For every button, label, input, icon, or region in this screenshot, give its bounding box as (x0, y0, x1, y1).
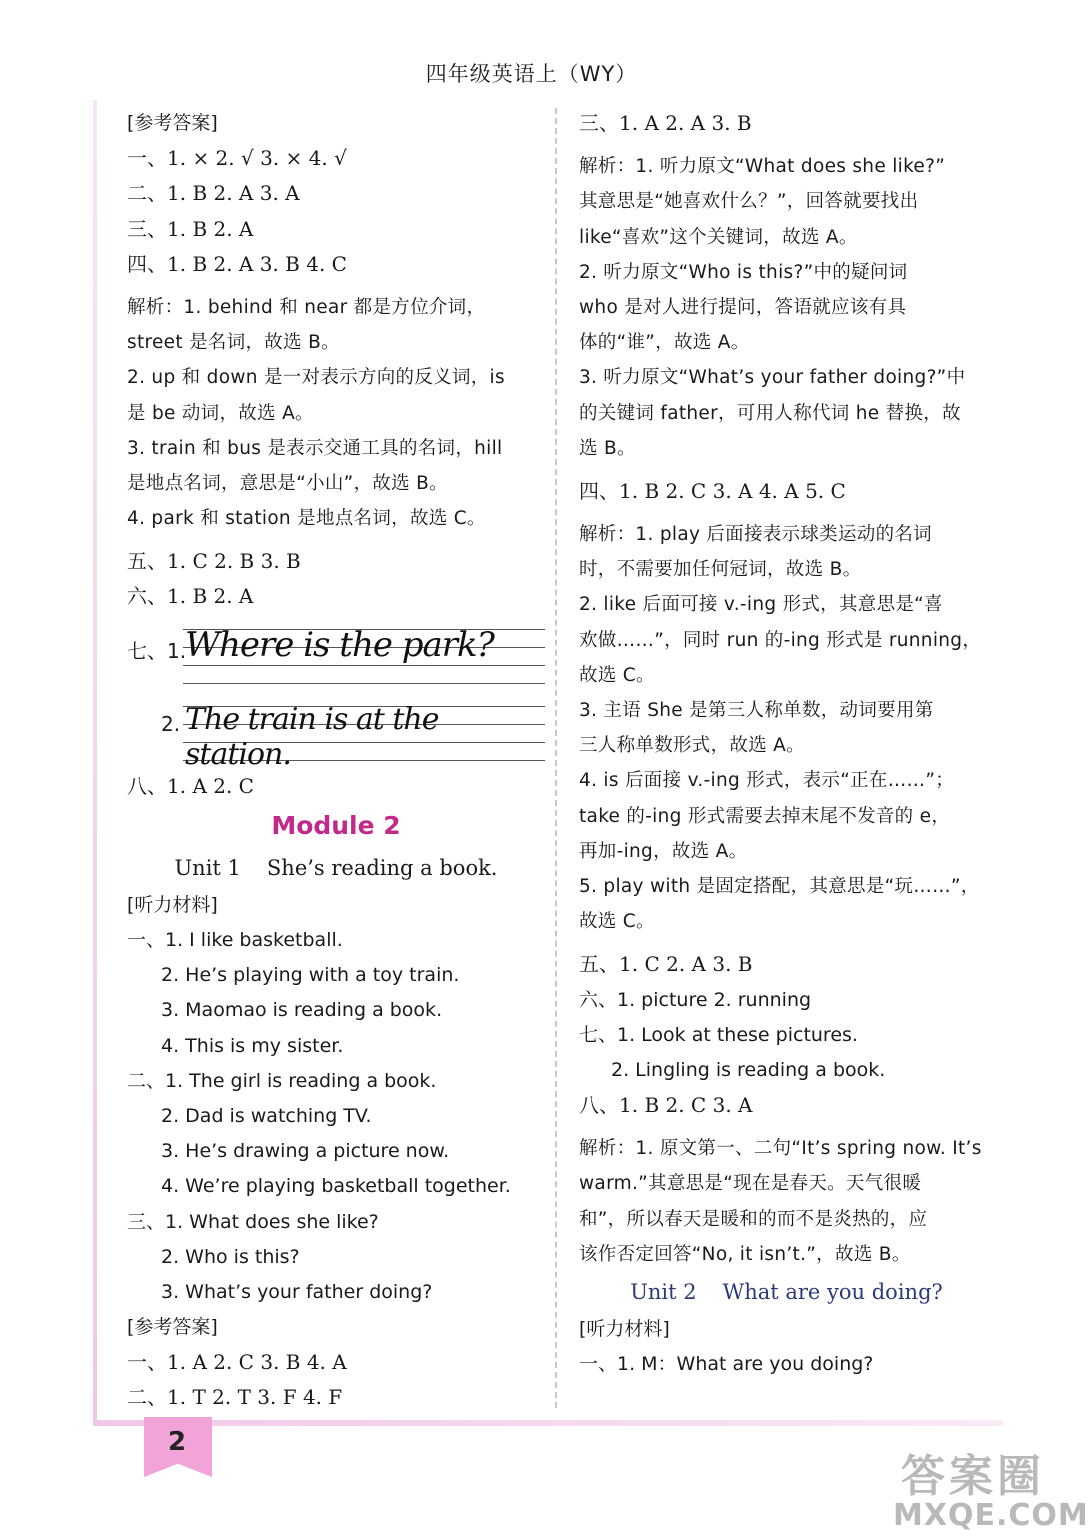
page-header: 四年级英语上（WY） (425, 62, 638, 86)
listening-line: 二、1. The girl is reading a book. (127, 1069, 437, 1092)
unit-title: She’s reading a book. (266, 855, 498, 880)
handwritten-sentence: Where is the park? (185, 624, 494, 665)
answer-line: 五、1. C 2. A 3. B (579, 952, 753, 977)
question-label: 七、1. (127, 638, 187, 663)
handwritten-sentence: The train is at the station. (185, 701, 439, 772)
explanation-line: who 是对人进行提问，答语就应该有具 (579, 296, 907, 318)
watermark-url: MXQE.COM (893, 1498, 1089, 1533)
answer-line: 一、1. × 2. √ 3. × 4. √ (127, 146, 347, 171)
unit-heading (127, 848, 545, 888)
question-label: 2. (161, 711, 181, 736)
answer-line: 三、1. B 2. A (127, 216, 254, 241)
unit-heading (579, 1272, 994, 1312)
listening-line: 4. We’re playing basketball together. (161, 1175, 511, 1198)
explanation-block (127, 290, 545, 536)
explanation-line: 3. 主语 She 是第三人称单数，动词要用第 (579, 700, 934, 721)
explanation-line: warm.”其意思是“现在是春天。天气很暖 (579, 1173, 922, 1195)
answer-line: 八、1. A 2. C (127, 773, 254, 798)
listening-line: 3. Maomao is reading a book. (161, 999, 443, 1022)
column-divider (555, 108, 557, 1408)
answer-line: 三、1. A 2. A 3. B (579, 111, 752, 135)
answer-line: 七、1. Look at these pictures. (579, 1023, 858, 1046)
listening-line: 一、1. I like basketball. (127, 929, 343, 951)
watermark-text: 答案圈 (901, 1451, 1045, 1502)
explanation-line: 其意思是“她喜欢什么？”，回答就要找出 (579, 191, 919, 213)
explanation-line: 解析：1. 原文第一、二句“It’s spring now. It’s (579, 1138, 982, 1160)
explanation-line: 故选 C。 (579, 664, 655, 686)
answer-line: 四、1. B 2. A 3. B 4. C (127, 251, 347, 276)
listening-line: 4. This is my sister. (161, 1034, 344, 1057)
explanation-line: 3. 听力原文“What’s your father doing?”中 (579, 367, 966, 389)
unit-number: Unit 1 (174, 855, 241, 880)
explanation-block (579, 1131, 994, 1272)
left-column (127, 106, 545, 1416)
unit-title: What are you doing? (722, 1280, 943, 1304)
listening-line: 一、1. M：What are you doing? (579, 1353, 874, 1376)
page-number: 2 (168, 1427, 187, 1457)
right-column (579, 106, 994, 1382)
answer-line: 2. Lingling is reading a book. (611, 1058, 886, 1081)
explanation-line: 解析：1. behind 和 near 都是方位介词， (127, 296, 486, 318)
answer-line: 二、1. B 2. A 3. A (127, 181, 300, 206)
answer-line: 四、1. B 2. C 3. A 4. A 5. C (579, 478, 846, 503)
listening-line: 2. Dad is watching TV. (161, 1104, 372, 1127)
explanation-line: 2. like 后面可接 v.-ing 形式，其意思是“喜 (579, 594, 943, 616)
listening-line: 三、1. What does she like? (127, 1210, 379, 1233)
listening-line: 3. He’s drawing a picture now. (161, 1140, 450, 1163)
answer-line: 六、1. picture 2. running (579, 988, 812, 1011)
ref-answer-label: [参考答案] (127, 1316, 218, 1339)
handwriting-answer-1 (127, 615, 545, 692)
listening-label: [听力材料] (127, 893, 218, 916)
writing-rule (183, 683, 545, 684)
explanation-line: 3. train 和 bus 是表示交通工具的名词，hill (127, 437, 503, 459)
explanation-line: 是地点名词，意思是“小山”，故选 B。 (127, 472, 448, 494)
explanation-block (579, 517, 994, 939)
explanation-line: street 是名词，故选 B。 (127, 332, 340, 354)
explanation-line: 5. play with 是固定搭配，其意思是“玩……”， (579, 875, 980, 897)
listening-label: [听力材料] (579, 1318, 670, 1340)
listening-line: 2. He’s playing with a toy train. (161, 964, 460, 987)
answer-line: 八、1. B 2. C 3. A (579, 1093, 753, 1118)
answer-line: 二、1. T 2. T 3. F 4. F (127, 1385, 343, 1410)
explanation-line: 该作否定回答“No, it isn’t.”，故选 B。 (579, 1243, 911, 1265)
explanation-line: 的关键词 father，可用人称代词 he 替换，故 (579, 402, 961, 424)
explanation-line: like“喜欢”这个关键词，故选 A。 (579, 226, 858, 248)
explanation-line: take 的-ing 形式需要去掉末尾不发音的 e， (579, 805, 951, 827)
explanation-line: 是 be 动词，故选 A。 (127, 402, 314, 424)
answer-line: 五、1. C 2. B 3. B (127, 549, 301, 574)
left-margin-bar (93, 100, 97, 1420)
explanation-line: 选 B。 (579, 437, 636, 459)
ref-answer-label: [参考答案] (127, 112, 218, 134)
module-title: Module 2 (271, 810, 401, 840)
explanation-line: 体的“谁”，故选 A。 (579, 332, 750, 354)
explanation-block (579, 149, 994, 466)
explanation-line: 4. is 后面接 v.-ing 形式，表示“正在……”； (579, 770, 954, 792)
explanation-line: 故选 C。 (579, 911, 655, 933)
listening-line: 3. What’s your father doing? (161, 1280, 433, 1303)
explanation-line: 2. up 和 down 是一对表示方向的反义词，is (127, 367, 505, 389)
answer-line: 六、1. B 2. A (127, 584, 254, 609)
answer-line: 一、1. A 2. C 3. B 4. A (127, 1350, 347, 1375)
explanation-line: 时，不需要加任何冠词，故选 B。 (579, 559, 862, 581)
writing-rule (183, 665, 545, 666)
watermark-logo (893, 1440, 1089, 1533)
bottom-band (93, 1420, 1003, 1426)
explanation-line: 2. 听力原文“Who is this?”中的疑问词 (579, 261, 908, 283)
listening-line: 2. Who is this? (161, 1245, 300, 1268)
explanation-line: 三人称单数形式，故选 A。 (579, 735, 805, 757)
explanation-line: 再加-ing，故选 A。 (579, 840, 748, 862)
explanation-line: 欢做……”，同时 run 的-ing 形式是 running， (579, 629, 982, 651)
unit-number: Unit 2 (630, 1280, 697, 1304)
explanation-line: 解析：1. play 后面接表示球类运动的名词 (579, 524, 932, 546)
explanation-line: 和”，所以春天是暖和的而不是炎热的，应 (579, 1208, 928, 1230)
explanation-line: 4. park 和 station 是地点名词，故选 C。 (127, 508, 486, 530)
explanation-line: 解析：1. 听力原文“What does she like?” (579, 156, 946, 178)
handwriting-answer-2 (127, 692, 545, 772)
